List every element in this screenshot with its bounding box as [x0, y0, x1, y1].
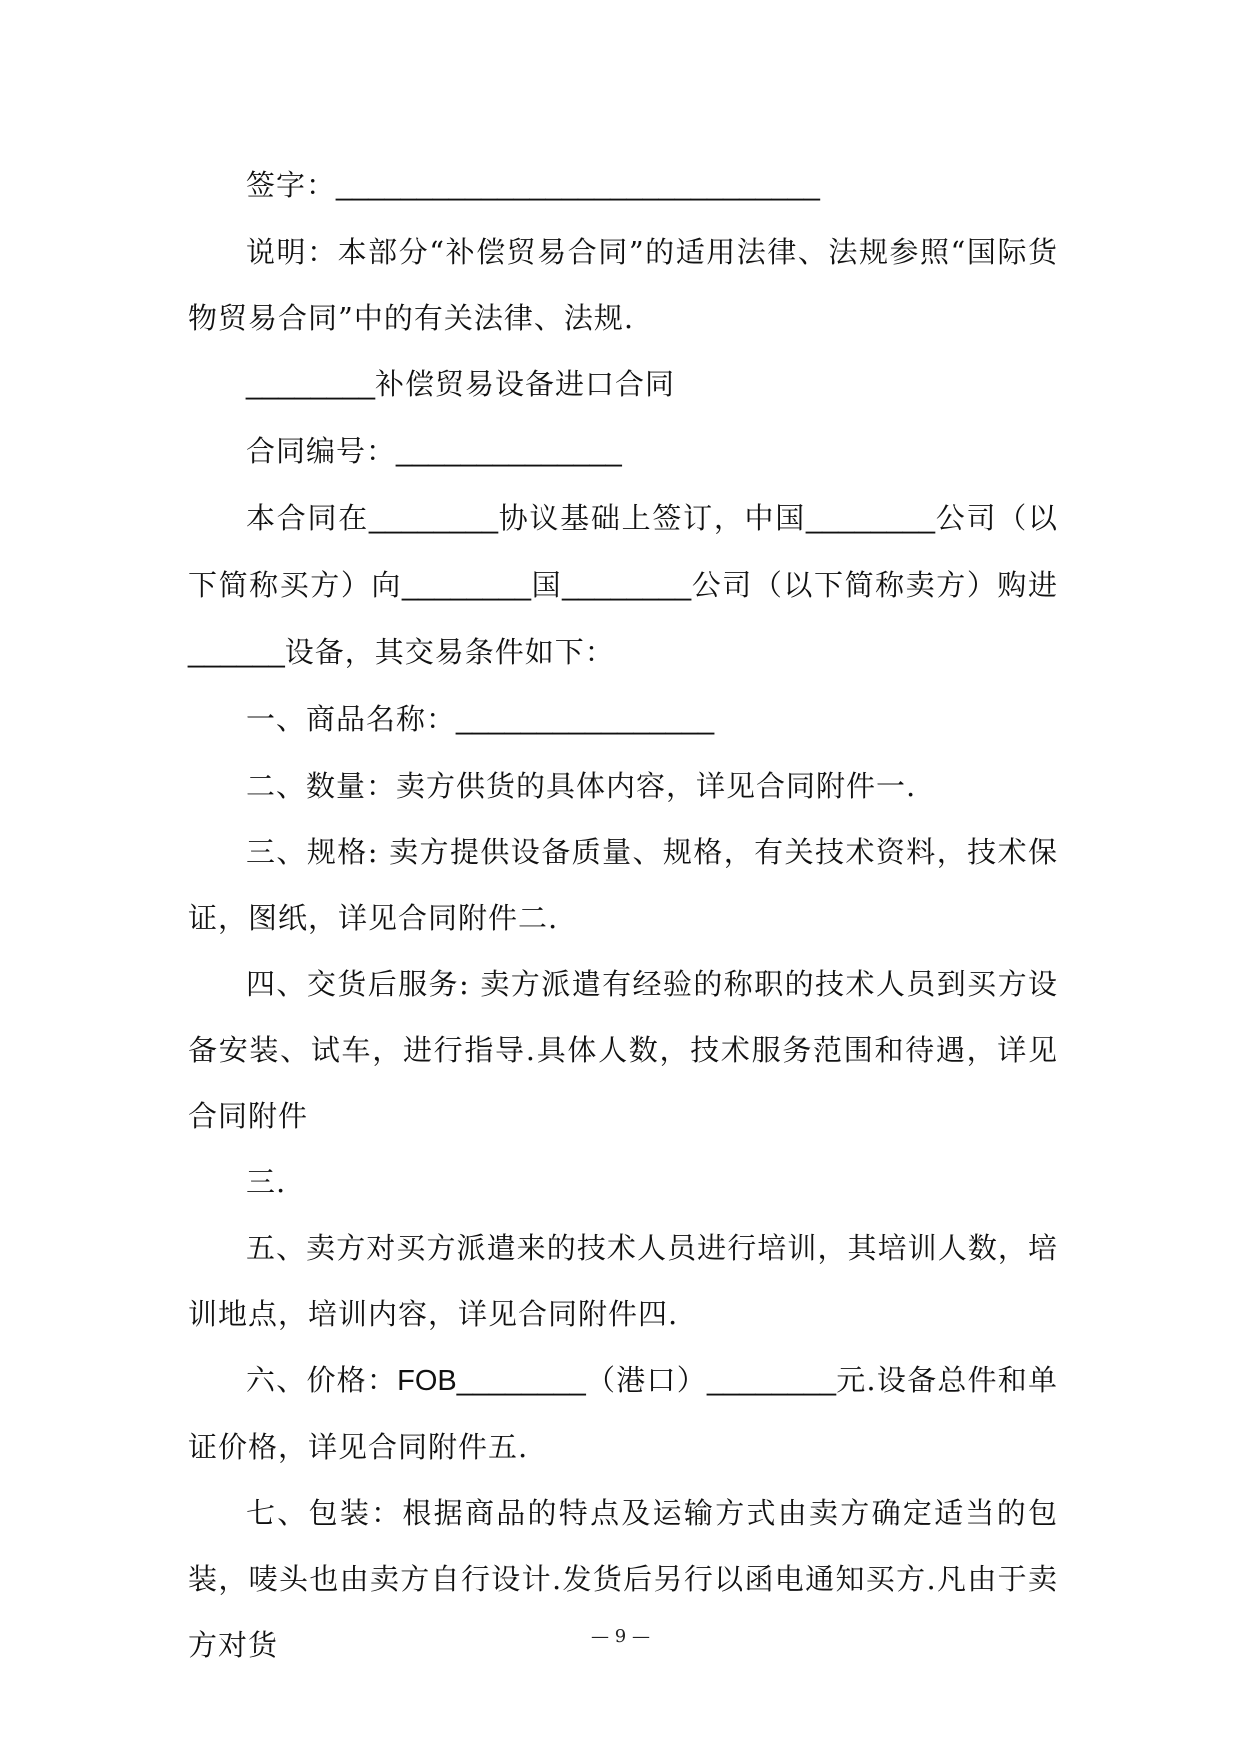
paragraph-text: 元.设备总件和单证价格，详见合同附件五. — [188, 1363, 1058, 1464]
fill-in-blank[interactable]: ________ — [456, 1365, 586, 1397]
paragraph-text: 说明：本部分“补偿贸易合同”的适用法律、法规参照“国际货物贸易合同”中的有关法律、法规. — [188, 235, 1058, 335]
contract-body — [188, 152, 1058, 1678]
paragraph-text: 补偿贸易设备进口合同 — [375, 367, 676, 401]
paragraph-text: 一、商品名称： — [246, 702, 457, 736]
paragraph-text: 合同编号： — [246, 434, 397, 468]
fill-in-blank[interactable]: ______________ — [396, 436, 622, 468]
paragraph-text: 公司（以下简称卖方）购进 — [691, 568, 1058, 602]
paragraph-text: 六、价格： — [246, 1363, 398, 1397]
contract-paragraph — [188, 1149, 1058, 1215]
contract-paragraph — [188, 152, 1058, 219]
paragraph-text: 公司（以下简称买方）向 — [188, 501, 1058, 602]
fill-in-blank[interactable]: ________ — [401, 570, 531, 602]
fill-in-blank[interactable]: ________ — [562, 570, 692, 602]
paragraph-text: 三、规格: 卖方提供设备质量、规格，有关技术资料，技术保证，图纸，详见合同附件二. — [188, 835, 1058, 935]
paragraph-text: 签字： — [246, 168, 337, 202]
paragraph-text: 设备，其交易条件如下： — [284, 635, 615, 669]
page-number: — 9 — — [591, 1626, 650, 1647]
paragraph-text: 本合同在 — [246, 501, 369, 535]
paragraph-text: 二、数量：卖方供货的具体内容，详见合同附件一. — [246, 769, 917, 803]
contract-paragraph — [188, 219, 1058, 351]
fill-in-blank[interactable]: ______________________________ — [336, 170, 820, 202]
paragraph-text: 国 — [531, 568, 563, 602]
fill-in-blank[interactable]: ________ — [806, 503, 936, 535]
paragraph-text: 三. — [246, 1165, 287, 1199]
contract-paragraph — [188, 485, 1058, 686]
contract-paragraph — [188, 1215, 1058, 1347]
contract-paragraph — [188, 951, 1058, 1149]
fill-in-blank[interactable]: ________ — [246, 369, 376, 401]
paragraph-text: （港口） — [585, 1363, 707, 1397]
paragraph-text: 四、交货后服务: 卖方派遣有经验的称职的技术人员到买方设备安装、试车，进行指导.具体人数，技术服务范围和待遇，详见合同附件 — [188, 967, 1058, 1133]
paragraph-text: FOB — [397, 1365, 457, 1397]
contract-paragraph — [188, 686, 1058, 753]
contract-paragraph — [188, 753, 1058, 819]
contract-paragraph — [188, 351, 1058, 418]
paragraph-text: 协议基础上签订，中国 — [497, 501, 807, 535]
paragraph-text: 五、卖方对买方派遣来的技术人员进行培训，其培训人数，培训地点，培训内容，详见合同附件四. — [188, 1231, 1058, 1331]
fill-in-blank[interactable]: ________ — [706, 1365, 836, 1397]
contract-paragraph — [188, 1347, 1058, 1480]
fill-in-blank[interactable]: ________ — [368, 503, 498, 535]
contract-paragraph — [188, 1480, 1058, 1678]
fill-in-blank[interactable]: ________________ — [456, 704, 715, 736]
contract-paragraph — [188, 418, 1058, 485]
paragraph-text: 七、包装：根据商品的特点及运输方式由卖方确定适当的包装，唛头也由卖方自行设计.发货后另行以函电通知买方.凡由于卖方对货 — [188, 1496, 1058, 1662]
contract-paragraph — [188, 819, 1058, 951]
fill-in-blank[interactable]: ______ — [188, 637, 285, 669]
